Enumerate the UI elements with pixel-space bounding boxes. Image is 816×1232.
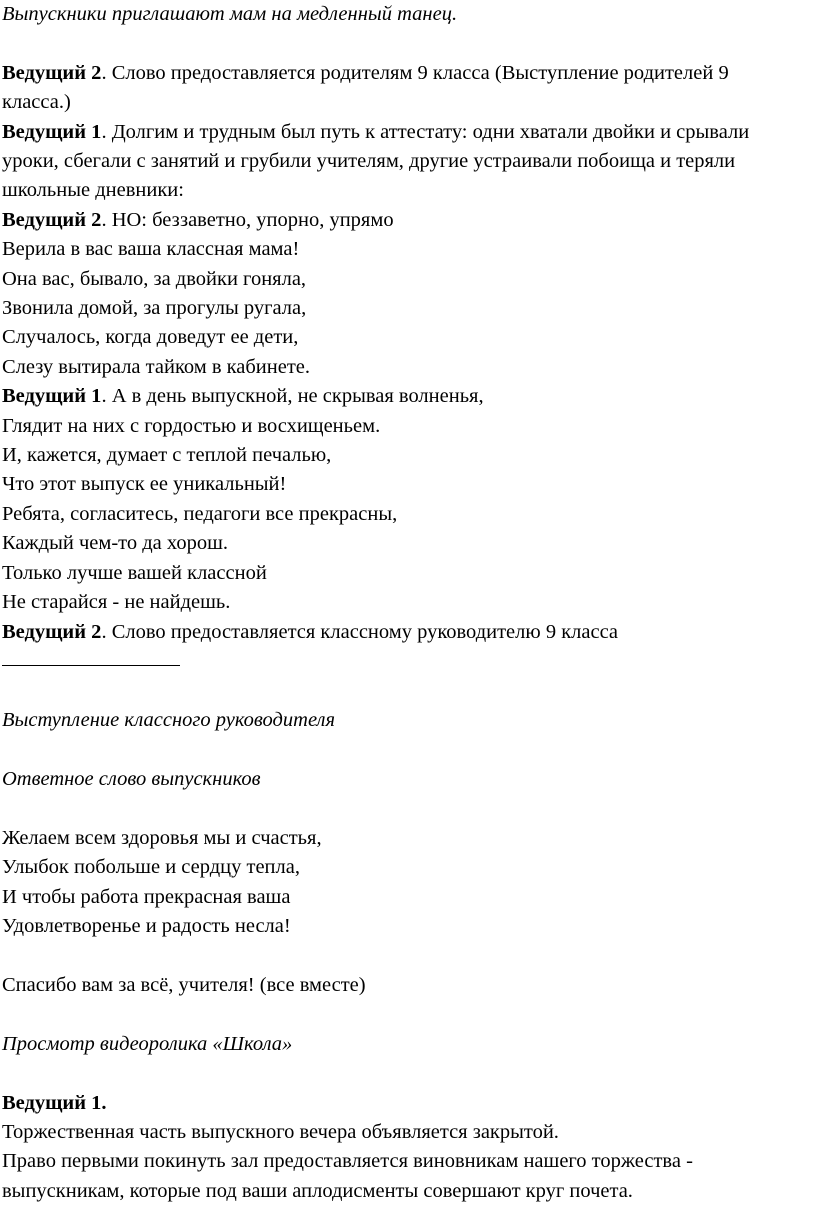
verse-line: Глядит на них с гордостью и восхищеньем. xyxy=(2,414,381,437)
verse-line: Случалось, когда доведут ее дети, xyxy=(2,326,299,349)
blank-line xyxy=(2,736,800,765)
separator-rule xyxy=(2,647,800,677)
speaker-label: Ведущий 2 xyxy=(2,61,102,84)
speech-text: . Слово предоставляется классному руководителю 9 класса xyxy=(101,620,619,643)
closing-paragraph: Право первыми покинуть зал предоставляется виновникам нашего торжества - выпускникам, которые под ваши аплодисменты совершают круг почета. xyxy=(2,1150,693,1202)
speech-text: . НО: беззаветно, упорно, упрямо xyxy=(101,208,394,231)
host1-path-paragraph xyxy=(2,118,800,206)
thanks-line: Спасибо вам за всё, учителя! (все вместе) xyxy=(2,973,366,996)
speaker-label: Ведущий 2 xyxy=(2,208,102,231)
speech-text: . Слово предоставляется родителям 9 класса (Выступление родителей 9 класса.) xyxy=(2,61,729,114)
wish-verse-line: И чтобы работа прекрасная ваша xyxy=(2,885,291,908)
rule-line xyxy=(2,665,180,666)
verse-line: Слезу вытирала тайком в кабинете. xyxy=(2,355,311,378)
verse-line: Что этот выпуск ее уникальный! xyxy=(2,473,287,496)
blank-line xyxy=(2,942,800,971)
wish-verse-line: Желаем всем здоровья мы и счастья, xyxy=(2,826,322,849)
speech-text: . А в день выпускной, не скрывая волненья, xyxy=(101,385,484,408)
blank-line xyxy=(2,677,800,706)
verse-line: Не старайся - не найдешь. xyxy=(2,591,231,614)
host2-teacher-paragraph xyxy=(2,618,800,647)
verse-line: Звонила домой, за прогулы ругала, xyxy=(2,297,307,320)
stage-direction-teacher-speech: Выступление классного руководителя xyxy=(2,709,335,732)
verse-line: Ребята, согласитесь, педагоги все прекрасны, xyxy=(2,502,398,525)
host1-graduation-paragraph xyxy=(2,382,800,411)
stage-direction-slow-dance: Выпускники приглашают мам на медленный танец. xyxy=(2,3,458,25)
blank-line xyxy=(2,29,800,58)
wish-verse-line: Улыбок побольше и сердцу тепла, xyxy=(2,856,300,879)
verse-line: Верила в вас ваша классная мама! xyxy=(2,238,300,261)
verse-line: Каждый чем-то да хорош. xyxy=(2,532,229,555)
stage-direction-graduates-reply: Ответное слово выпускников xyxy=(2,768,261,791)
stage-direction-video: Просмотр видеоролика «Школа» xyxy=(2,1032,293,1055)
host2-parents-paragraph xyxy=(2,59,800,118)
host2-but-paragraph xyxy=(2,206,800,235)
verse-line: И, кажется, думает с теплой печалью, xyxy=(2,444,332,467)
blank-line xyxy=(2,795,800,824)
speaker-label: Ведущий 1 xyxy=(2,385,102,408)
speech-text: . Долгим и трудным был путь к аттестату: одни хватали двойки и срывали уроки, сбегали с занятий и грубили учителям, другие устраивали побоища и теряли школьные дневники: xyxy=(2,120,750,202)
closing-line: Торжественная часть выпускного вечера объявляется закрытой. xyxy=(2,1120,559,1143)
wish-verse-line: Удовлетворенье и радость несла! xyxy=(2,915,291,938)
verse-line: Только лучше вашей классной xyxy=(2,561,267,584)
speaker-label: Ведущий 2 xyxy=(2,620,102,643)
blank-line xyxy=(2,1000,800,1029)
speaker-heading: Ведущий 1. xyxy=(2,1091,107,1114)
speaker-label: Ведущий 1 xyxy=(2,120,102,143)
verse-line: Она вас, бывало, за двойки гоняла, xyxy=(2,267,307,290)
blank-line xyxy=(2,1059,800,1088)
